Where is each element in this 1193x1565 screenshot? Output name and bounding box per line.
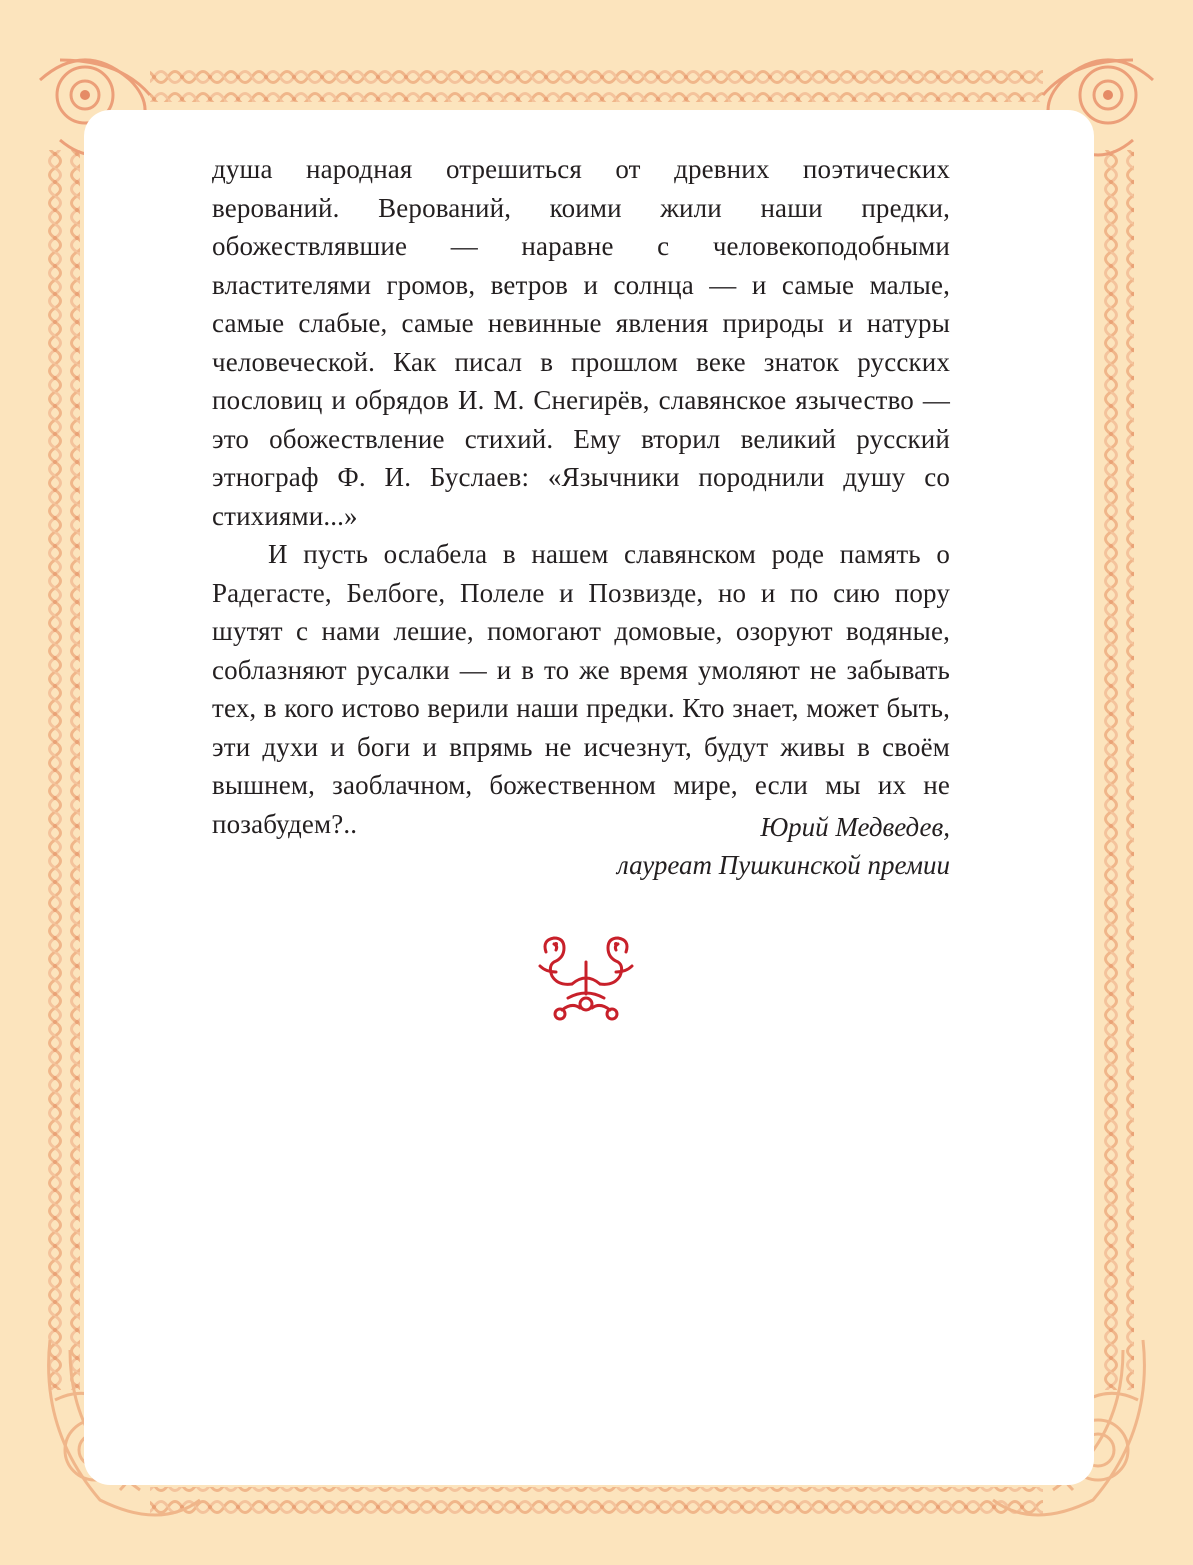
paragraph-1: душа народная отрешиться от древних поэтических верований. Верований, коими жили наши предки, обожествлявшие — наравне с человекоподобными властителями громов, ветров и солнца — и самые малые, самые слабые, самые невинные явления природы и натуры человеческой. Как писал в прошлом веке знаток русских пословиц и обрядов И. М. Снегирёв, славянское язычество — это обожествление стихий. Ему вторил великий русский этнограф Ф. И. Буслаев: «Язычники породнили душу со стихиями...»	[212, 154, 950, 531]
body-text	[212, 150, 950, 843]
signature-title: лауреат Пушкинской премии	[616, 850, 950, 880]
twin-birds-emblem-icon	[532, 932, 640, 1024]
paragraph-2: И пусть ослабела в нашем славянском роде память о Радегасте, Белбоге, Полеле и Позвизде, но и по сию пору шутят с нами лешие, помогают домовые, озоруют водяные, соблазняют русалки — и в то же время умоляют не забывать тех, в кого истово верили наши предки. Кто знает, может быть, эти духи и боги и впрямь не исчезнут, будут живы в своём вышнем, заоблачном, божественном мире, если мы их не позабудем?..	[212, 539, 950, 839]
signature	[212, 808, 950, 884]
signature-author: Юрий Медведев,	[760, 812, 950, 842]
